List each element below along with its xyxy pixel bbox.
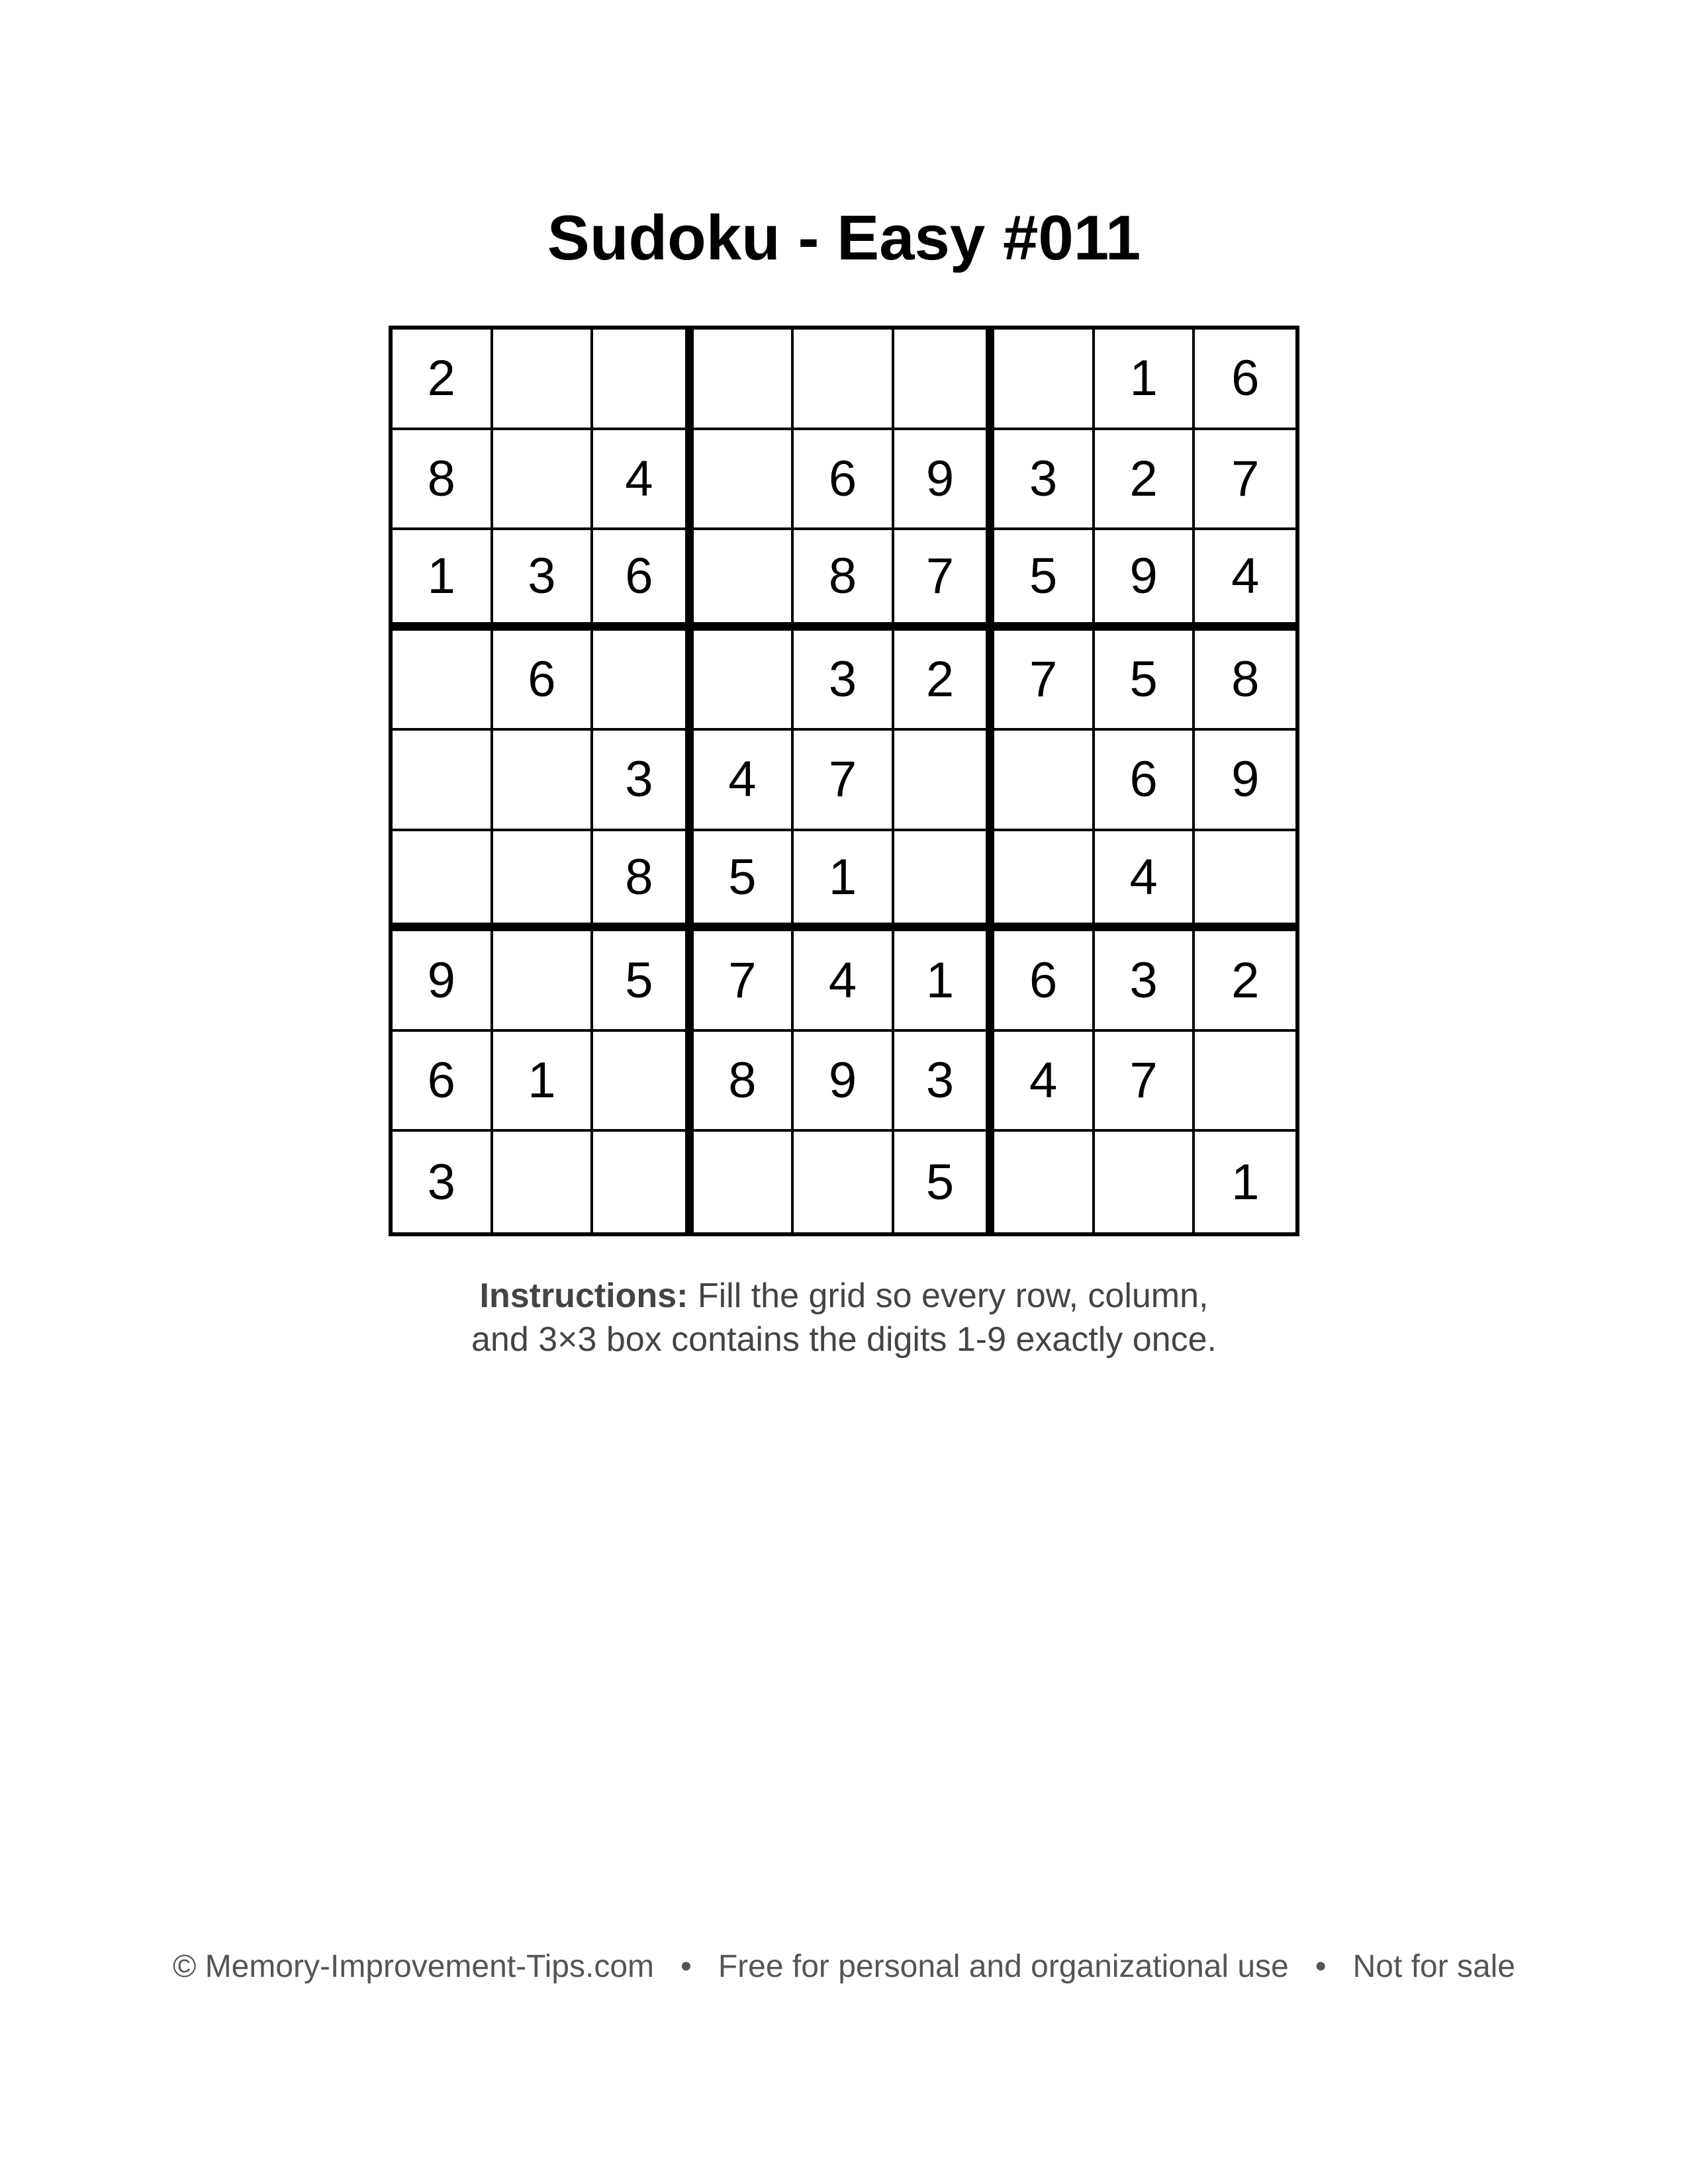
sudoku-cell[interactable]: 6: [593, 530, 694, 631]
sudoku-cell[interactable]: [593, 1132, 694, 1232]
sudoku-cell[interactable]: [493, 1132, 594, 1232]
instructions-line-1: [0, 1274, 1688, 1318]
footer-separator-1: •: [680, 1949, 692, 1984]
sudoku-cell[interactable]: 2: [1195, 931, 1295, 1032]
footer-sale: Not for sale: [1352, 1949, 1516, 1984]
sudoku-cell[interactable]: 4: [794, 931, 894, 1032]
sudoku-cell[interactable]: [694, 631, 794, 731]
sudoku-grid: [389, 326, 1299, 1236]
sudoku-cell[interactable]: 1: [393, 530, 493, 631]
sudoku-cell[interactable]: [794, 1132, 894, 1232]
sudoku-cell[interactable]: [794, 330, 894, 430]
sudoku-cell[interactable]: 6: [1195, 330, 1295, 430]
sudoku-cell[interactable]: 5: [994, 530, 1095, 631]
sudoku-cell[interactable]: [493, 430, 594, 531]
sudoku-cell[interactable]: [694, 530, 794, 631]
sudoku-cell[interactable]: 5: [1095, 631, 1196, 731]
sudoku-cell[interactable]: 6: [393, 1032, 493, 1132]
sudoku-cell[interactable]: 9: [794, 1032, 894, 1132]
sudoku-cell[interactable]: [593, 330, 694, 430]
sudoku-cell[interactable]: [694, 1132, 794, 1232]
sudoku-cell[interactable]: [493, 330, 594, 430]
sudoku-cell[interactable]: 9: [1095, 530, 1196, 631]
sudoku-cell[interactable]: 1: [794, 831, 894, 932]
instructions-label: Instructions:: [479, 1277, 688, 1315]
sudoku-cell[interactable]: 7: [994, 631, 1095, 731]
sudoku-cell[interactable]: [694, 430, 794, 531]
sudoku-cell[interactable]: [493, 731, 594, 831]
footer-separator-2: •: [1315, 1949, 1327, 1984]
sudoku-cell[interactable]: 3: [493, 530, 594, 631]
sudoku-cell[interactable]: 2: [1095, 430, 1196, 531]
sudoku-cell[interactable]: [994, 831, 1095, 932]
sudoku-cell[interactable]: 3: [1095, 931, 1196, 1032]
sudoku-cell[interactable]: 3: [894, 1032, 995, 1132]
sudoku-cell[interactable]: 8: [694, 1032, 794, 1132]
sudoku-cell[interactable]: 7: [1195, 430, 1295, 531]
sudoku-cell[interactable]: 7: [1095, 1032, 1196, 1132]
sudoku-cell[interactable]: 9: [894, 430, 995, 531]
sudoku-cell[interactable]: 1: [493, 1032, 594, 1132]
sudoku-cell[interactable]: 7: [694, 931, 794, 1032]
sudoku-cell[interactable]: 3: [994, 430, 1095, 531]
sudoku-cell[interactable]: 6: [794, 430, 894, 531]
sudoku-cell[interactable]: [493, 831, 594, 932]
footer: [0, 1947, 1688, 1987]
sudoku-cell[interactable]: 4: [994, 1032, 1095, 1132]
sudoku-cell[interactable]: 9: [1195, 731, 1295, 831]
sudoku-cell[interactable]: 3: [393, 1132, 493, 1232]
sudoku-cell[interactable]: 7: [794, 731, 894, 831]
footer-usage: Free for personal and organizational use: [718, 1949, 1289, 1984]
sudoku-cell[interactable]: 6: [1095, 731, 1196, 831]
sudoku-cell[interactable]: 4: [694, 731, 794, 831]
sudoku-cell[interactable]: [694, 330, 794, 430]
sudoku-cell[interactable]: [593, 631, 694, 731]
sudoku-cell[interactable]: 2: [894, 631, 995, 731]
sudoku-cell[interactable]: 5: [694, 831, 794, 932]
sudoku-cell[interactable]: 8: [1195, 631, 1295, 731]
sudoku-cell[interactable]: [393, 831, 493, 932]
sudoku-cell[interactable]: 3: [794, 631, 894, 731]
sudoku-cell[interactable]: 8: [794, 530, 894, 631]
sudoku-cell[interactable]: 5: [593, 931, 694, 1032]
sudoku-cell[interactable]: 7: [894, 530, 995, 631]
sudoku-cell[interactable]: 2: [393, 330, 493, 430]
instructions: [0, 1274, 1688, 1361]
sudoku-cell[interactable]: [1095, 1132, 1196, 1232]
sudoku-cell[interactable]: 8: [393, 430, 493, 531]
sudoku-cell[interactable]: 1: [1095, 330, 1196, 430]
sudoku-cell[interactable]: 6: [994, 931, 1095, 1032]
sudoku-cell[interactable]: 8: [593, 831, 694, 932]
sudoku-cell[interactable]: 4: [1195, 530, 1295, 631]
sudoku-cell[interactable]: [393, 631, 493, 731]
sudoku-cell[interactable]: 5: [894, 1132, 995, 1232]
instructions-text-1: Fill the grid so every row, column,: [697, 1277, 1209, 1315]
sudoku-cell[interactable]: [393, 731, 493, 831]
sudoku-cell[interactable]: 3: [593, 731, 694, 831]
sudoku-cell[interactable]: [994, 330, 1095, 430]
puzzle-title: Sudoku - Easy #011: [547, 203, 1141, 273]
sudoku-cell[interactable]: [894, 330, 995, 430]
sudoku-cell[interactable]: 6: [493, 631, 594, 731]
instructions-text-2: and 3×3 box contains the digits 1-9 exactly once.: [471, 1320, 1217, 1359]
sudoku-cell[interactable]: [1195, 831, 1295, 932]
sudoku-cell[interactable]: [593, 1032, 694, 1132]
sudoku-cell[interactable]: [994, 731, 1095, 831]
sudoku-cell[interactable]: 1: [1231, 1154, 1260, 1210]
sudoku-cell[interactable]: [994, 1132, 1095, 1232]
sudoku-cell[interactable]: [1195, 1032, 1295, 1132]
sudoku-cell[interactable]: 4: [1095, 831, 1196, 932]
sudoku-cell[interactable]: [894, 831, 995, 932]
sudoku-cell[interactable]: [493, 931, 594, 1032]
sudoku-cell[interactable]: [894, 731, 995, 831]
sudoku-cell[interactable]: 4: [593, 430, 694, 531]
footer-copyright: © Memory-Improvement-Tips.com: [172, 1949, 655, 1984]
sudoku-cell[interactable]: 1: [894, 931, 995, 1032]
sudoku-cell[interactable]: 9: [393, 931, 493, 1032]
